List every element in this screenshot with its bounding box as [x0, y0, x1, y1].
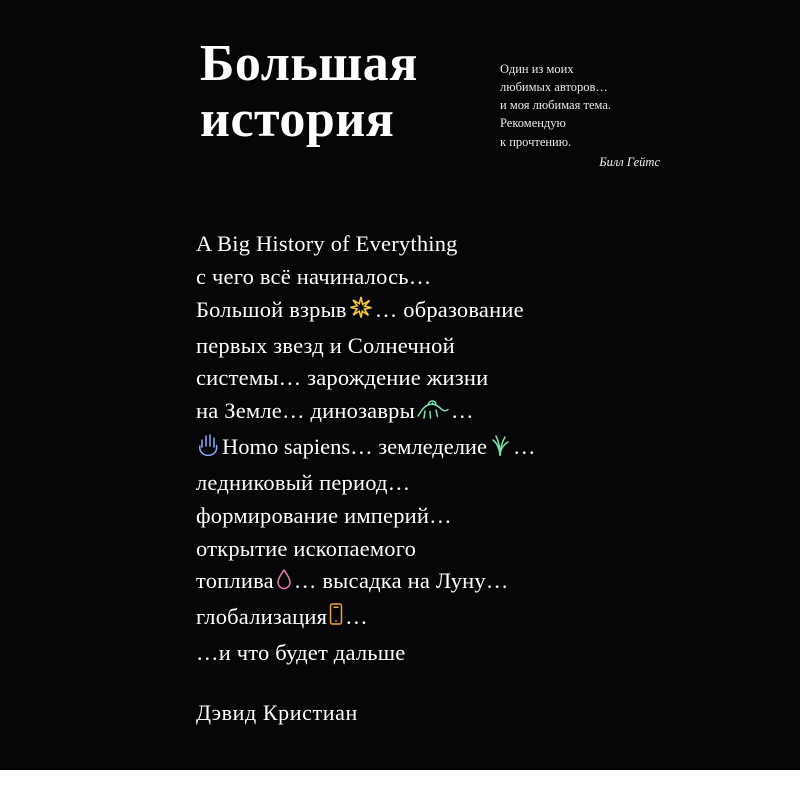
title-line-1: Большая [200, 35, 418, 92]
description-line-11 [196, 565, 656, 601]
description-line-11-text: топлива [196, 568, 274, 594]
page-title [200, 36, 490, 148]
page-bottom-margin [0, 770, 800, 800]
description-line-2: с чего всё начиналось… [196, 263, 432, 289]
description-line-7 [196, 431, 656, 467]
description-line-5: системы… зарождение жизни [196, 365, 489, 391]
cover-description [196, 228, 656, 670]
description-line-6 [196, 395, 656, 431]
cover-blurb [500, 60, 660, 171]
description-line-10: открытие ископаемого [196, 535, 417, 561]
blurb-line-4: Рекомендую [500, 116, 566, 131]
starburst-icon [348, 294, 374, 330]
description-line-9: формирование империй… [196, 502, 452, 528]
description-line-1: A Big History of Everything [196, 231, 458, 256]
description-line-12 [196, 601, 656, 637]
description-line-12-after: … [345, 604, 368, 630]
dinosaur-icon [416, 397, 450, 431]
title-line-2: история [200, 91, 395, 149]
description-line-3-after: … образование [374, 296, 524, 322]
plant-icon [488, 431, 512, 467]
smartphone-icon [328, 601, 344, 637]
description-line-8: ледниковый период… [196, 469, 411, 495]
blurb-line-2: любимых авторов… [500, 80, 608, 95]
blurb-author: Билл Гейтс [599, 154, 660, 169]
description-line-12-text: глобализация [196, 604, 328, 630]
hand-icon [197, 431, 221, 467]
blurb-line-3: и моя любимая тема. [500, 98, 611, 113]
description-line-6-text: на Земле… динозавры [196, 398, 415, 424]
book-author: Дэвид Кристиан [196, 700, 358, 725]
description-line-3-text: Большой взрыв [196, 296, 347, 322]
description-line-7-text: Homo sapiens… земледелие [222, 434, 487, 460]
oil-drop-icon [275, 567, 293, 601]
description-line-13: …и что будет дальше [196, 640, 406, 666]
blurb-line-1: Один из моих [500, 62, 574, 76]
description-line-6-after: … [450, 398, 474, 424]
description-line-11-after: … высадка на Луну… [293, 568, 509, 594]
description-line-4: первых звезд и Солнечной [196, 332, 455, 358]
description-line-7-after: … [512, 434, 536, 460]
blurb-line-5: к прочтению. [500, 134, 572, 149]
description-line-3 [196, 294, 656, 330]
